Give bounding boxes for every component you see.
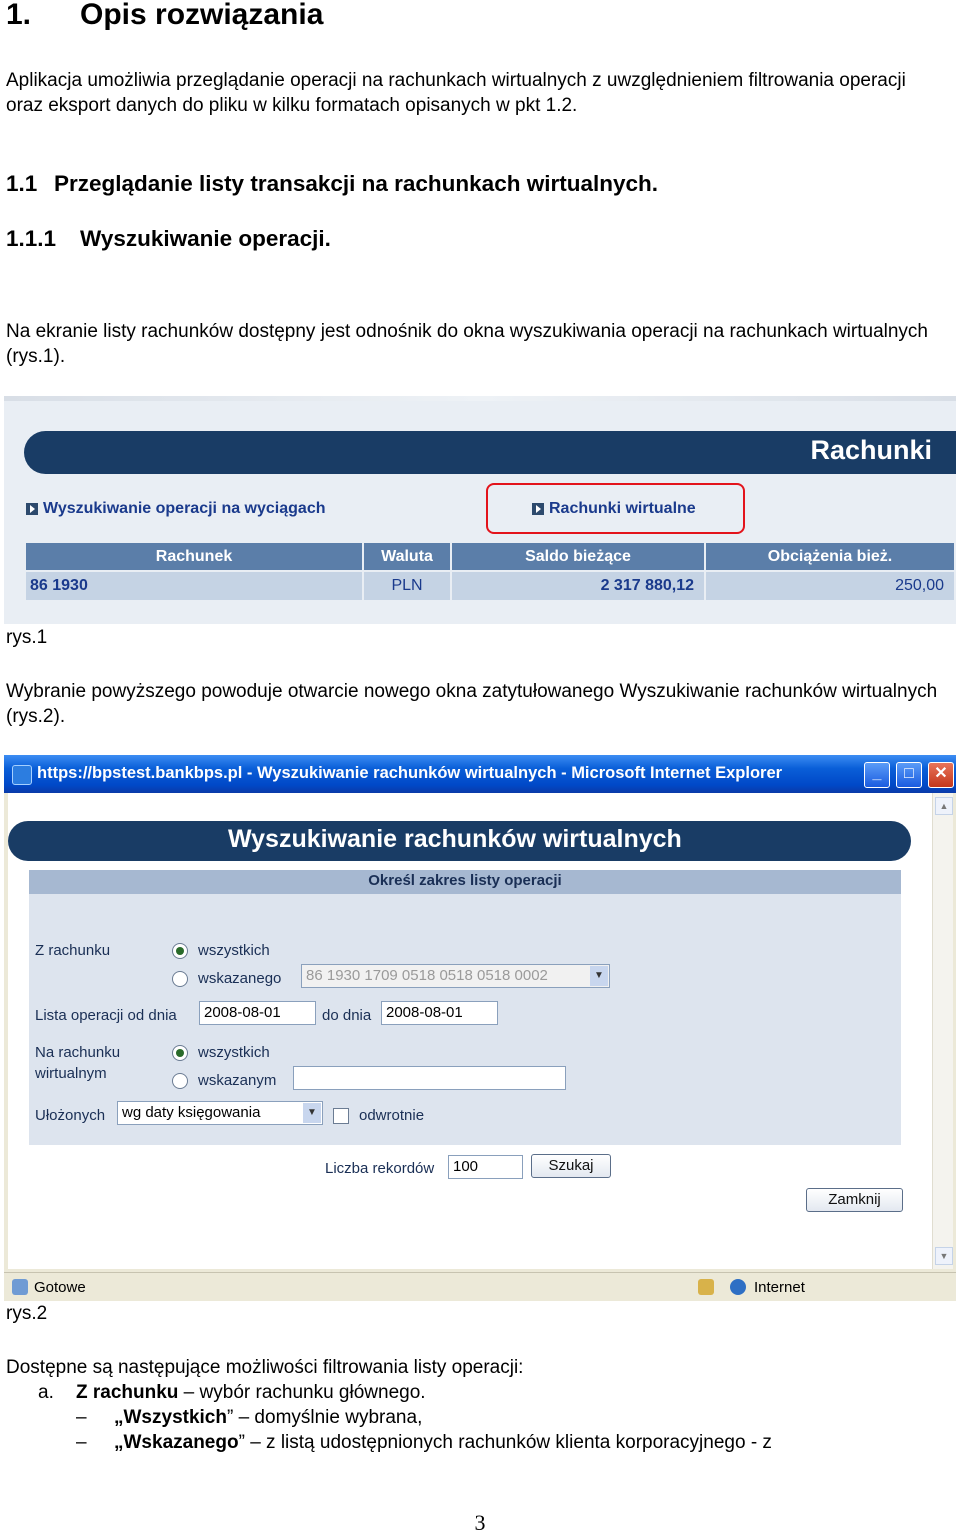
status-bar: [4, 1272, 956, 1301]
date-from-input[interactable]: 2008-08-01: [199, 1001, 316, 1025]
arrow-right-icon: [26, 503, 38, 515]
list-item-b-text: ” – domyślnie wybrana,: [226, 1407, 423, 1428]
column-header-currency: Waluta: [363, 543, 451, 571]
radio-selected-label: wskazanego: [198, 970, 282, 987]
minimize-button[interactable]: _: [864, 762, 890, 788]
to-date-label: do dnia: [322, 1007, 372, 1024]
window-titlebar[interactable]: [4, 755, 956, 793]
virtual-accounts-link-label: Rachunki wirtualne: [549, 500, 696, 517]
list-from-label: Lista operacji od dnia: [35, 1007, 177, 1024]
accounts-table: [26, 543, 956, 600]
list-item-a-text: – wybór rachunku głównego.: [178, 1382, 426, 1403]
arrow-right-icon: [532, 503, 544, 515]
intro-paragraph: Aplikacja umożliwia przeglądanie operacji na rachunkach wirtualnych z uwzględnieniem filtrowania operacji oraz eksport danych do pliku w kilku formatach opisanych w pkt 1.2.: [6, 70, 906, 116]
radio-all-virtual-label: wszystkich: [198, 1044, 270, 1061]
heading-2-number: 1.1: [6, 171, 38, 196]
paragraph-2: Wybranie powyższego powoduje otwarcie nowego okna zatytułowanego Wyszukiwanie rachunków wirtualnych (rys.2).: [6, 681, 938, 727]
accounts-banner: [24, 431, 956, 474]
list-item-a-bold: Z rachunku: [76, 1382, 179, 1403]
window-title: https://bpstest.bankbps.pl - Wyszukiwanie rachunków wirtualnych - Microsoft Internet Explorer: [37, 764, 783, 782]
heading-1: [6, 0, 323, 32]
zone-text: Internet: [754, 1279, 805, 1296]
dash-marker: –: [76, 1432, 87, 1453]
search-button[interactable]: Szukaj: [531, 1154, 611, 1178]
maximize-button[interactable]: □: [896, 762, 922, 788]
on-virtual-label-line2: wirtualnym: [35, 1065, 107, 1082]
radio-all-accounts[interactable]: [172, 942, 270, 959]
radio-empty-icon[interactable]: [172, 1073, 188, 1089]
filter-panel-title: Określ zakres listy operacji: [368, 872, 562, 889]
list-item-c: [76, 1430, 772, 1455]
table-header-row: [26, 543, 955, 571]
heading-3: [6, 226, 331, 252]
figure-1-screenshot: [4, 396, 956, 624]
radio-selected-account[interactable]: [172, 970, 281, 987]
column-header-charges: Obciążenia bież.: [705, 543, 955, 571]
search-banner: [8, 821, 911, 861]
radio-all-label: wszystkich: [198, 942, 270, 959]
scroll-up-icon[interactable]: ▲: [935, 797, 953, 815]
ie-icon: [12, 765, 32, 785]
heading-2: [6, 171, 658, 197]
sort-select[interactable]: [117, 1101, 323, 1125]
close-window-button[interactable]: ✕: [928, 762, 954, 788]
dash-marker: –: [76, 1407, 87, 1428]
figure-2-browser-window: [4, 755, 956, 1300]
radio-selected-virtual-label: wskazanym: [198, 1072, 277, 1089]
virtual-accounts-link[interactable]: [532, 500, 696, 518]
page-icon: [12, 1279, 28, 1295]
globe-icon: [730, 1279, 746, 1295]
paragraph-1: Na ekranie listy rachunków dostępny jest odnośnik do okna wyszukiwania operacji na rachunkach wirtualnych (rys.1).: [6, 321, 928, 367]
heading-1-number: 1.: [6, 0, 32, 31]
sort-select-value: wg daty księgowania: [122, 1104, 261, 1121]
list-item-c-bold: „Wskazanego: [114, 1432, 239, 1453]
chevron-down-icon[interactable]: ▼: [303, 1103, 321, 1123]
radio-selected-icon[interactable]: [172, 943, 188, 959]
records-input[interactable]: 100: [448, 1155, 523, 1179]
cell-charges: 250,00: [705, 571, 955, 600]
paragraph-3: Dostępne są następujące możliwości filtrowania listy operacji:: [6, 1357, 524, 1378]
heading-1-text: Opis rozwiązania: [80, 0, 324, 31]
sorted-label: Ułożonych: [35, 1107, 106, 1124]
cell-account[interactable]: 86 1930: [26, 571, 363, 600]
checkbox-icon[interactable]: [333, 1108, 349, 1124]
caption-2: rys.2: [6, 1303, 48, 1324]
list-item-b: [76, 1405, 422, 1430]
radio-selected-virtual[interactable]: [172, 1072, 276, 1089]
reverse-checkbox[interactable]: [333, 1107, 424, 1124]
column-header-account: Rachunek: [26, 543, 363, 571]
table-row[interactable]: [26, 571, 955, 600]
heading-2-text: Przeglądanie listy transakcji na rachunkach wirtualnych.: [54, 171, 658, 196]
search-operations-link-label: Wyszukiwanie operacji na wyciągach: [43, 500, 326, 517]
scroll-down-icon[interactable]: ▼: [935, 1247, 953, 1265]
search-operations-link[interactable]: [26, 500, 325, 518]
caption-1: rys.1: [6, 627, 48, 648]
list-item-b-bold: „Wszystkich: [114, 1407, 227, 1428]
status-text: Gotowe: [34, 1279, 86, 1296]
vertical-scrollbar[interactable]: [932, 793, 953, 1269]
radio-selected-icon[interactable]: [172, 1045, 188, 1061]
account-select[interactable]: [301, 964, 610, 988]
account-select-value: 86 1930 1709 0518 0518 0518 0002: [306, 967, 548, 984]
virtual-account-input[interactable]: [293, 1066, 566, 1090]
search-banner-title: Wyszukiwanie rachunków wirtualnych: [228, 825, 682, 853]
records-label: Liczba rekordów: [325, 1160, 435, 1177]
reverse-label: odwrotnie: [359, 1107, 425, 1124]
date-to-input[interactable]: 2008-08-01: [381, 1001, 498, 1025]
on-virtual-label-line1: Na rachunku: [35, 1044, 121, 1061]
top-strip: [4, 396, 956, 401]
close-button[interactable]: Zamknij: [806, 1188, 903, 1212]
column-header-balance: Saldo bieżące: [451, 543, 705, 571]
list-item-c-text: ” – z listą udostępnionych rachunków klienta korporacyjnego - z: [238, 1432, 772, 1453]
list-item-a: [38, 1380, 426, 1405]
heading-3-text: Wyszukiwanie operacji.: [80, 226, 331, 251]
accounts-banner-title: Rachunki: [810, 435, 932, 465]
list-marker: a.: [38, 1382, 54, 1403]
cell-currency: PLN: [363, 571, 451, 600]
lock-icon: [698, 1279, 714, 1295]
from-account-label: Z rachunku: [35, 942, 111, 959]
page-number: 3: [474, 1510, 486, 1535]
chevron-down-icon[interactable]: ▼: [590, 966, 608, 986]
heading-3-number: 1.1.1: [6, 226, 57, 251]
radio-all-virtual[interactable]: [172, 1044, 270, 1061]
radio-empty-icon[interactable]: [172, 971, 188, 987]
cell-balance: 2 317 880,12: [451, 571, 705, 600]
